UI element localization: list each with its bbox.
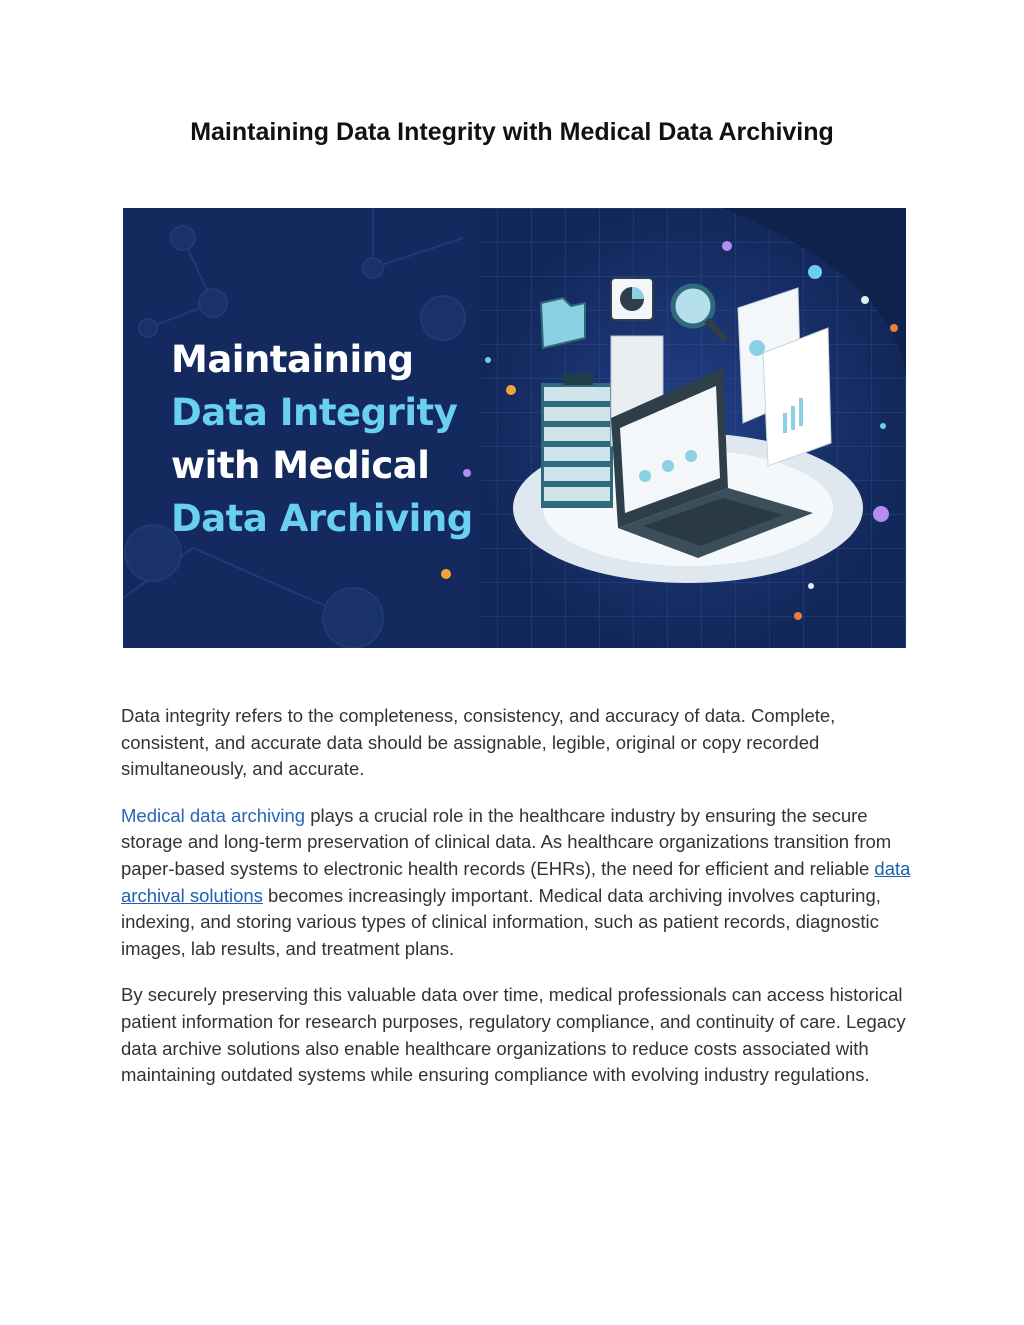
data-archival-solutions-link[interactable]: data archival solutions — [121, 857, 911, 906]
paragraph-1: Data integrity refers to the completeness, consistency, and accuracy of data. Complete, consistent, and accurate data should be assignable, legible, original or copy recorded simultaneously, and accurate. — [121, 705, 836, 780]
server-rack-icon — [541, 373, 613, 508]
paragraph-3: By securely preserving this valuable data over time, medical professionals can access historical patient information for research purposes, regulatory compliance, and continuity of care. Legacy data archive solutions also enable healthcare organizations to reduce costs associated with maintaining outdated systems while ensuring compliance with evolving industry regulations. — [121, 984, 906, 1086]
paragraph-2 — [121, 803, 911, 963]
hero-image — [123, 208, 906, 648]
hero-line-1: Maintaining — [171, 338, 414, 381]
article-body — [121, 703, 911, 1109]
hero-line-4: Data Archiving — [171, 497, 473, 540]
hero-line-2: Data Integrity — [171, 391, 458, 434]
paragraph-2-text-a: plays a crucial role in the healthcare industry by ensuring the secure storage and long-term preservation of clinical data. As healthcare organizations transition from paper-based systems to electronic health records (EHRs), the need for efficient and reliable — [121, 804, 892, 879]
pie-chart-icon — [611, 278, 653, 320]
hero-heading — [171, 333, 473, 545]
folder-icon — [541, 298, 585, 348]
page-title: Maintaining Data Integrity with Medical Data Archiving — [190, 118, 834, 146]
medical-data-archiving-link[interactable]: Medical data archiving — [121, 804, 306, 826]
paragraph-2-text-b: becomes increasingly important. Medical data archiving involves capturing, indexing, and storing various types of clinical information, such as patient records, diagnostic images, lab results, and treatment plans. — [121, 884, 881, 959]
hero-line-3: with Medical — [171, 444, 430, 487]
